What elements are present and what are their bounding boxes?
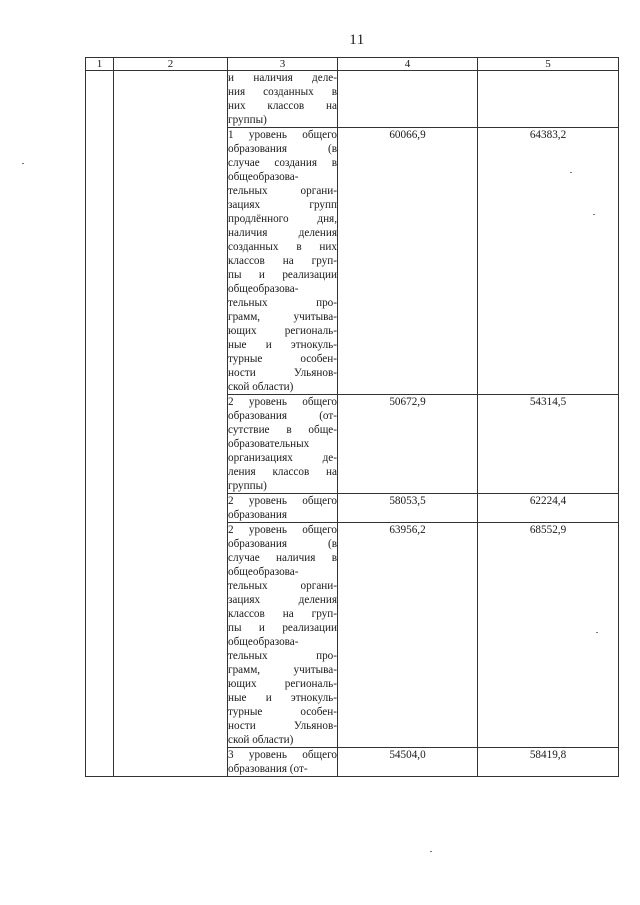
text-line: общеобразова- <box>228 636 299 648</box>
cell-value-col5: 68552,9 <box>478 523 619 748</box>
text-line: образования (в <box>228 538 337 550</box>
text-line: тельных органи- <box>228 580 337 592</box>
cell-col1 <box>86 71 114 777</box>
cell-col2 <box>114 71 228 777</box>
text-line: тельных про- <box>228 650 337 662</box>
column-header: 5 <box>478 58 619 71</box>
text-line: 2 уровень общего <box>228 495 337 507</box>
table-row <box>86 71 619 128</box>
text-line: тельных про- <box>228 297 337 309</box>
text-line: ской области) <box>228 734 294 746</box>
scan-speck <box>22 163 24 164</box>
text-line: общеобразова- <box>228 283 299 295</box>
text-line: грамм, учитыва- <box>228 311 337 323</box>
text-line: 1 уровень общего <box>228 129 337 141</box>
text-line: образовательных <box>228 438 310 450</box>
text-line: группы) <box>228 114 267 126</box>
column-header: 4 <box>338 58 478 71</box>
text-line: сутствие в обще- <box>228 424 337 436</box>
text-line: ности Ульянов- <box>228 367 337 379</box>
text-line: общеобразова- <box>228 566 299 578</box>
text-line: зациях деления <box>228 594 337 606</box>
column-header: 2 <box>114 58 228 71</box>
text-line: 2 уровень общего <box>228 396 337 408</box>
text-line: созданных в них <box>228 241 337 253</box>
data-table <box>85 57 619 777</box>
cell-education-level <box>228 71 338 128</box>
cell-value-col4: 58053,5 <box>338 494 478 523</box>
text-line: 3 уровень общего <box>228 749 337 761</box>
text-line: ные и этнокуль- <box>228 339 337 351</box>
column-header: 1 <box>86 58 114 71</box>
text-line: группы) <box>228 480 267 492</box>
text-line: ния созданных в <box>228 86 337 98</box>
text-line: случае создания в <box>228 157 337 169</box>
table-header-row <box>86 58 619 71</box>
scan-speck <box>593 214 595 215</box>
text-line: наличия деления <box>228 227 337 239</box>
cell-value-col4: 54504,0 <box>338 748 478 777</box>
text-line: случае наличия в <box>228 552 337 564</box>
text-line: турные особен- <box>228 353 337 365</box>
cell-value-col5: 64383,2 <box>478 128 619 395</box>
text-line: ления классов на <box>228 466 337 478</box>
cell-education-level <box>228 523 338 748</box>
scan-speck <box>430 851 432 852</box>
text-line: пы и реализации <box>228 269 337 281</box>
cell-education-level <box>228 494 338 523</box>
text-line: образования <box>228 509 288 521</box>
cell-value-col4 <box>338 71 478 128</box>
cell-value-col4: 60066,9 <box>338 128 478 395</box>
scan-speck <box>570 172 572 173</box>
text-line: тельных органи- <box>228 185 337 197</box>
cell-education-level <box>228 128 338 395</box>
text-line: ные и этнокуль- <box>228 692 337 704</box>
text-line: образования (в <box>228 143 337 155</box>
cell-value-col5 <box>478 71 619 128</box>
cell-value-col5: 62224,4 <box>478 494 619 523</box>
cell-value-col4: 50672,9 <box>338 395 478 494</box>
cell-value-col5: 54314,5 <box>478 395 619 494</box>
cell-education-level <box>228 395 338 494</box>
text-line: ющих региональ- <box>228 678 337 690</box>
text-line: продлённого дня, <box>228 213 337 225</box>
text-line: организациях де- <box>228 452 337 464</box>
text-line: 2 уровень общего <box>228 524 337 536</box>
scan-speck <box>596 632 598 633</box>
cell-value-col5: 58419,8 <box>478 748 619 777</box>
text-line: классов на груп- <box>228 255 337 267</box>
text-line: пы и реализации <box>228 622 337 634</box>
text-line: зациях групп <box>228 199 337 211</box>
cell-value-col4: 63956,2 <box>338 523 478 748</box>
text-line: них классов на <box>228 100 337 112</box>
text-line: и наличия деле- <box>228 72 337 84</box>
text-line: образования (от- <box>228 410 337 422</box>
text-line: ности Ульянов- <box>228 720 337 732</box>
text-line: турные особен- <box>228 706 337 718</box>
text-line: ской области) <box>228 381 294 393</box>
text-line: грамм, учитыва- <box>228 664 337 676</box>
text-line: общеобразова- <box>228 171 299 183</box>
text-line: ющих региональ- <box>228 325 337 337</box>
column-header: 3 <box>228 58 338 71</box>
text-line: образования (от- <box>228 763 308 775</box>
cell-education-level <box>228 748 338 777</box>
text-line: классов на груп- <box>228 608 337 620</box>
page-number: 11 <box>349 32 365 48</box>
